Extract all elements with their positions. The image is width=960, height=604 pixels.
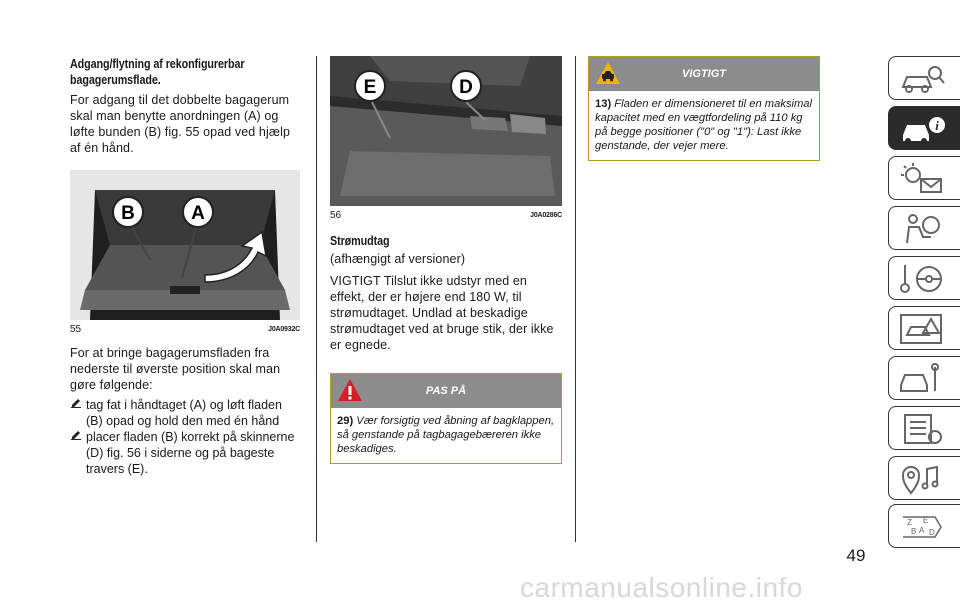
figure-55-label-b: B xyxy=(121,203,135,224)
car-search-icon xyxy=(897,61,947,97)
key-steering-wheel-icon xyxy=(897,261,947,297)
important-text: Fladen er dimensioneret til en maksimal kapacitet med en vægtfordeling på 110 kg på begge positioner ("0" og "1"): Last ikke genstande, der vejer mere. xyxy=(595,98,813,152)
svg-text:E: E xyxy=(923,516,929,525)
important-body xyxy=(589,91,819,160)
paragraph-access: For adgang til det dobbelte bagagerum skal man benytte anordningen (A) og løfte bunden (B) fig. 55 opad ved hjælp af én hånd. xyxy=(70,93,291,155)
bullet-text: tag fat i håndtaget (A) og løft fladen (B) opad og hold den med én hånd xyxy=(86,398,282,428)
subtitle-versions: (afhængigt af versioner) xyxy=(330,252,466,266)
warning-body xyxy=(331,408,561,463)
bullet-item xyxy=(70,429,300,477)
figure-55-label-a: A xyxy=(191,203,205,224)
pen-icon xyxy=(70,397,86,429)
tab-car-road[interactable] xyxy=(888,306,960,350)
tab-car-info[interactable] xyxy=(888,106,960,150)
checklist-icon xyxy=(897,411,947,447)
car-info-icon xyxy=(897,111,947,147)
svg-text:Z: Z xyxy=(907,518,912,527)
figure-56-label-d: D xyxy=(459,77,473,98)
airbag-person-icon xyxy=(897,211,947,247)
svg-text:B: B xyxy=(911,527,917,536)
column-left xyxy=(70,56,300,477)
warning-number: 29) xyxy=(337,415,354,427)
warning-box xyxy=(330,373,562,464)
tab-checklist[interactable] xyxy=(888,406,960,450)
figure-56-label-e: E xyxy=(363,77,377,98)
column-divider xyxy=(316,56,317,542)
paragraph-power-outlet: VIGTIGT Tilslut ikke udstyr med en effekt, der er højere end 180 W, til strømudtaget. Undlad at beskadige strømudtaget ved at bruge stik, der ikke er egnede. xyxy=(330,274,554,352)
figure-56-number: 56 xyxy=(330,210,342,221)
figure-55-code: J0A0932C xyxy=(268,326,300,333)
paragraph-move-procedure: For at bringe bagagerumsfladen fra nederste til øverste position skal man gøre følgende: xyxy=(70,346,281,392)
section-heading-power-outlet: Strømudtag xyxy=(330,234,390,248)
bullet-text: placer fladen (B) korrekt på skinnerne (D) fig. 56 i siderne og på bageste travers (E). xyxy=(86,430,295,476)
important-box xyxy=(588,56,820,161)
bullet-item xyxy=(70,397,300,429)
tab-airbag-person[interactable] xyxy=(888,206,960,250)
tab-map-pin-music[interactable] xyxy=(888,456,960,500)
column-divider xyxy=(575,56,576,542)
figure-56 xyxy=(330,56,562,221)
figure-55-caption xyxy=(70,324,300,335)
car-road-icon xyxy=(897,311,947,347)
tab-alphabet-index[interactable] xyxy=(888,504,960,548)
map-pin-music-icon xyxy=(897,461,947,497)
pen-icon xyxy=(70,429,86,477)
column-middle xyxy=(330,56,562,464)
svg-text:i: i xyxy=(935,118,939,133)
warning-title: PAS PÅ xyxy=(425,385,467,397)
car-wrench-icon xyxy=(897,361,947,397)
figure-56-code: J0A0286C xyxy=(530,212,562,219)
important-header xyxy=(589,57,819,91)
svg-text:A: A xyxy=(919,526,925,535)
tab-key-steering-wheel[interactable] xyxy=(888,256,960,300)
section-heading-access: Adgang/flytning af rekonfigurerbar bagagerumsflade. xyxy=(70,57,245,87)
watermark-text: carmanualsonline.info xyxy=(520,572,803,603)
column-right xyxy=(588,56,822,161)
page-number: 49 xyxy=(846,546,866,565)
tab-light-message[interactable] xyxy=(888,156,960,200)
important-title: VIGTIGT xyxy=(682,68,726,80)
warning-text: Vær forsigtig ved åbning af bagklappen, så genstande på tagbagagebæreren ikke beskadiges. xyxy=(337,415,555,455)
figure-55-number: 55 xyxy=(70,324,82,335)
tab-car-wrench[interactable] xyxy=(888,356,960,400)
alphabet-index-icon xyxy=(897,509,947,545)
figure-55 xyxy=(70,170,300,335)
tab-car-search[interactable] xyxy=(888,56,960,100)
light-message-icon xyxy=(897,161,947,197)
important-number: 13) xyxy=(595,98,612,110)
warning-header xyxy=(331,374,561,408)
figure-56-caption xyxy=(330,210,562,221)
figure-56-photo xyxy=(330,56,562,206)
svg-text:D: D xyxy=(929,528,935,537)
figure-55-photo xyxy=(70,170,300,320)
